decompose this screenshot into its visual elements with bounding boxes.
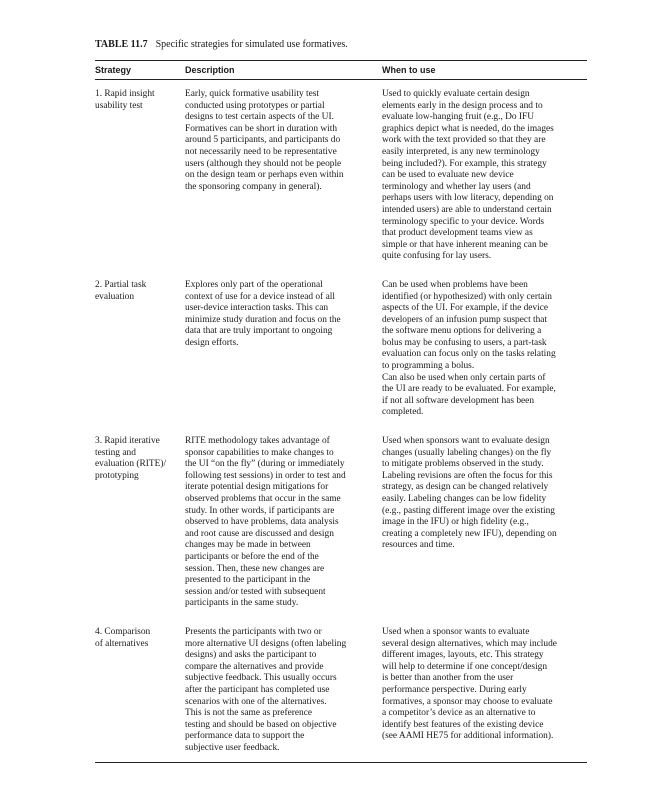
text-line: to mitigate problems observed in the study. [382, 459, 544, 470]
text-line: graphics depict what is needed, do the images [382, 123, 554, 134]
strategy-cell [95, 618, 185, 763]
text-line: around 5 participants, and participants do [185, 135, 341, 146]
text-line: observed problems that occur in the same [185, 494, 341, 504]
text-line: session and/or tested with subsequent [185, 586, 326, 597]
table-row [95, 80, 587, 271]
text-line: aspects of the UI. For example, if the device [382, 303, 549, 314]
header-strategy: Strategy [95, 61, 185, 80]
when-to-use-cell [382, 427, 587, 618]
text-line: iterate potential design mitigations for [185, 482, 329, 493]
text-line: Formatives can be short in duration with [185, 123, 338, 134]
description-cell [185, 427, 382, 618]
header-when-to-use: When to use [382, 61, 587, 80]
text-line: performance data to support the [185, 731, 305, 742]
when-to-use-cell [382, 80, 587, 271]
text-line: easily interpreted, is any new terminology [382, 146, 540, 157]
text-line: observed to have problems, data analysis [185, 517, 339, 528]
table-label: TABLE 11.7 [95, 39, 148, 50]
text-line: Early, quick formative usability test [185, 89, 319, 99]
text-line: being included?). For example, this strategy [382, 158, 547, 169]
text-line: formatives, a sponsor may choose to evaluate [382, 696, 553, 707]
text-line: evaluation can focus only on the tasks relating [382, 349, 556, 360]
when-to-use-cell [382, 271, 587, 427]
text-line: user-device interaction tasks. This can [185, 303, 329, 314]
text-line: design efforts. [185, 337, 239, 348]
description-cell [185, 618, 382, 763]
text-line: elements early in the design process and to [382, 100, 543, 111]
text-line: simple or that have inherent meaning can be [382, 239, 548, 250]
text-line: after the participant has completed use [185, 684, 330, 695]
text-line: if not all software development has been [382, 395, 535, 406]
text-line: scenarios with one of the alternatives. [185, 696, 327, 707]
text-line: subjective feedback. This usually occurs [185, 673, 337, 684]
text-line: users (although they should not be people [185, 158, 342, 169]
text-line: minimize study duration and focus on the [185, 314, 341, 325]
text-line: terminology specific to your device. Words [382, 216, 545, 227]
text-line: and root cause are discussed and design [185, 528, 334, 539]
text-line: data that are truly important to ongoing [185, 326, 333, 337]
text-line: sponsor capabilities to make changes to [185, 447, 334, 458]
text-line: to programming a bolus. [382, 361, 475, 372]
table-body [95, 80, 587, 763]
text-line: evaluation [95, 291, 135, 302]
text-line: 4. Comparison [95, 626, 151, 637]
table-row [95, 271, 587, 427]
text-line: designs to test certain aspects of the UI. [185, 112, 334, 123]
text-line: Can be used when problems have been [382, 279, 528, 290]
strategy-cell [95, 427, 185, 618]
text-line: the UI are ready to be evaluated. For example, [382, 384, 556, 395]
text-line: work with the text provided so that they are [382, 135, 546, 146]
text-line: usability test [95, 100, 143, 111]
text-line: (e.g., pasting different image over the existing [382, 505, 555, 516]
table-row [95, 427, 587, 618]
text-line: context of use for a device instead of all [185, 291, 335, 302]
text-line: presented to the participant in the [185, 575, 311, 586]
text-line: that product development teams view as [382, 228, 533, 239]
text-line: session. Then, these new changes are [185, 563, 325, 574]
text-line: perhaps users with low literacy, depending on [382, 193, 554, 204]
text-line: resources and time. [382, 540, 455, 551]
text-line: testing and should be based on objective [185, 719, 337, 730]
text-line: Presents the participants with two or [185, 626, 322, 637]
text-line: conducted using prototypes or partial [185, 100, 325, 111]
table-row [95, 618, 587, 763]
page [95, 38, 587, 763]
text-line: several design alternatives, which may include [382, 638, 557, 649]
strategies-table [95, 60, 587, 763]
text-line: Used when sponsors want to evaluate design [382, 436, 550, 447]
text-line: the sponsoring company in general). [185, 181, 322, 192]
text-line: performance perspective. During early [382, 684, 527, 695]
strategy-cell [95, 271, 185, 427]
description-cell [185, 271, 382, 427]
text-line: Explores only part of the operational [185, 279, 323, 290]
text-line: This is not the same as preference [185, 708, 313, 719]
text-line: strategy, as design can be changed relatively [382, 482, 549, 493]
text-line: RITE methodology takes advantage of [185, 436, 330, 447]
strategy-cell [95, 80, 185, 271]
text-line: identify best features of the existing device [382, 719, 544, 730]
text-line: image in the IFU) or high fidelity (e.g., [382, 517, 529, 528]
header-description: Description [185, 61, 382, 80]
table-caption [95, 38, 587, 51]
when-to-use-cell [382, 618, 587, 763]
text-line: evaluation (RITE)/ [95, 459, 167, 470]
text-line: designs) and asks the participant to [185, 650, 317, 661]
text-line: participants or before the end of the [185, 551, 319, 562]
text-line: subjective user feedback. [185, 742, 280, 753]
text-line: Used when a sponsor wants to evaluate [382, 626, 530, 637]
text-line: changes (usually labeling changes) on the fly [382, 447, 552, 458]
text-line: compare the alternatives and provide [185, 661, 324, 672]
text-line: is better than another from the user [382, 673, 514, 684]
text-line: terminology and whether lay users (and [382, 181, 531, 192]
text-line: bolus may be confusing to users, a part-task [382, 337, 547, 348]
text-line: quite confusing for lay users. [382, 251, 492, 262]
text-line: Can also be used when only certain parts of [382, 372, 546, 383]
text-line: will help to determine if one concept/design [382, 661, 548, 672]
text-line: easily. Labeling changes can be low fidelity [382, 494, 547, 504]
text-line: evaluate low-hanging fruit (e.g., Do IFU [382, 112, 535, 123]
text-line: following test sessions) in order to test and [185, 470, 346, 481]
text-line: study. In other words, if participants are [185, 505, 335, 516]
text-line: a competitor’s device as an alternative to [382, 708, 536, 719]
text-line: the UI “on the fly” (during or immediately [185, 459, 345, 470]
text-line: Labeling revisions are often the focus for this [382, 470, 553, 481]
text-line: different images, layouts, etc. This strategy [382, 650, 544, 661]
text-line: the software menu options for delivering a [382, 326, 542, 337]
text-line: changes may be made in between [185, 540, 311, 551]
text-line: (see AAMI HE75 for additional information). [382, 731, 554, 742]
text-line: of alternatives [95, 638, 149, 649]
text-line: intended users) are able to understand certain [382, 204, 552, 215]
description-cell [185, 80, 382, 271]
text-line: identified (or hypothesized) with only certain [382, 291, 552, 302]
text-line: Used to quickly evaluate certain design [382, 89, 530, 99]
text-line: prototyping [95, 470, 139, 481]
text-line: 1. Rapid insight [95, 89, 155, 99]
text-line: completed. [382, 407, 424, 418]
text-line: 3. Rapid iterative [95, 436, 160, 447]
text-line: on the design team or perhaps even within [185, 170, 344, 181]
table-title: Specific strategies for simulated use formatives. [155, 39, 348, 50]
text-line: testing and [95, 447, 136, 458]
text-line: not necessarily need to be representative [185, 146, 337, 157]
text-line: developers of an infusion pump suspect that [382, 314, 548, 325]
text-line: more alternative UI designs (often labeling [185, 638, 347, 649]
text-line: creating a completely new IFU), depending on [382, 528, 557, 539]
table-header-row [95, 61, 587, 80]
text-line: can be used to evaluate new device [382, 170, 514, 181]
text-line: 2. Partial task [95, 279, 147, 290]
text-line: participants in the same study. [185, 598, 299, 609]
